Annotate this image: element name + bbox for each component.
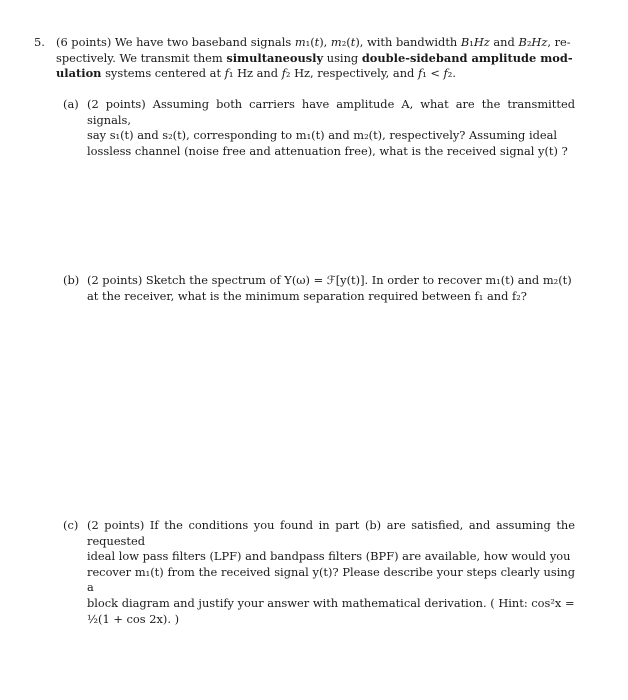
- part-b: [63, 273, 575, 304]
- part-b-label: (b): [63, 273, 80, 287]
- bold-dsb-am: double-sideband amplitude mod-: [361, 50, 573, 65]
- part-a-line-3: lossless channel (noise free and attenuation free), what is the received signal y(t) ?: [87, 143, 568, 158]
- part-b-line-2: at the receiver, what is the minimum separation required between f₁ and f₂?: [87, 288, 527, 303]
- part-c-line-5: ½(1 + cos 2x). ): [87, 611, 180, 626]
- part-c-line-2: ideal low pass filters (LPF) and bandpass filters (BPF) are available, how would you: [87, 549, 571, 564]
- bold-ulation: ulation: [56, 66, 102, 81]
- question-stem: [56, 35, 586, 82]
- question-header: [34, 35, 586, 82]
- part-a-label: (a): [63, 97, 79, 111]
- part-c-line-1: (2 points) If the conditions you found in part (b) are satisfied, and assuming the requested: [87, 518, 575, 548]
- part-c: [63, 518, 575, 627]
- part-c-line-4: block diagram and justify your answer with mathematical derivation. ( Hint: cos²x =: [87, 595, 575, 610]
- part-a: [63, 97, 575, 159]
- part-c-label: (c): [63, 518, 79, 532]
- stem-line-1: (6 points) We have two baseband signals m₁(t), m₂(t), with bandwidth B₁Hz and B₂Hz, re-: [56, 35, 571, 49]
- part-a-line-1: (2 points) Assuming both carriers have amplitude A, what are the transmitted signals,: [87, 97, 575, 127]
- question-5: [34, 35, 586, 82]
- question-points: (6 points): [56, 35, 112, 49]
- question-number: 5.: [34, 35, 45, 49]
- bold-simultaneously: simultaneously: [226, 50, 324, 65]
- part-a-line-2: say s₁(t) and s₂(t), corresponding to m₁(t) and m₂(t), respectively? Assuming ideal: [87, 128, 558, 143]
- stem-line-3: ulation systems centered at f₁ Hz and f₂ Hz, respectively, and f₁ < f₂.: [56, 66, 456, 81]
- part-c-line-3: recover m₁(t) from the received signal y(t)? Please describe your steps clearly using a: [87, 564, 575, 595]
- stem-line-2: spectively. We transmit them simultaneously using double-sideband amplitude mod-: [56, 50, 573, 65]
- part-b-line-1: (2 points) Sketch the spectrum of Y(ω) = ℱ[y(t)]. In order to recover m₁(t) and m₂(t): [87, 273, 572, 287]
- part-c-text: [87, 518, 575, 627]
- part-b-text: [87, 273, 575, 304]
- part-a-text: [87, 97, 575, 159]
